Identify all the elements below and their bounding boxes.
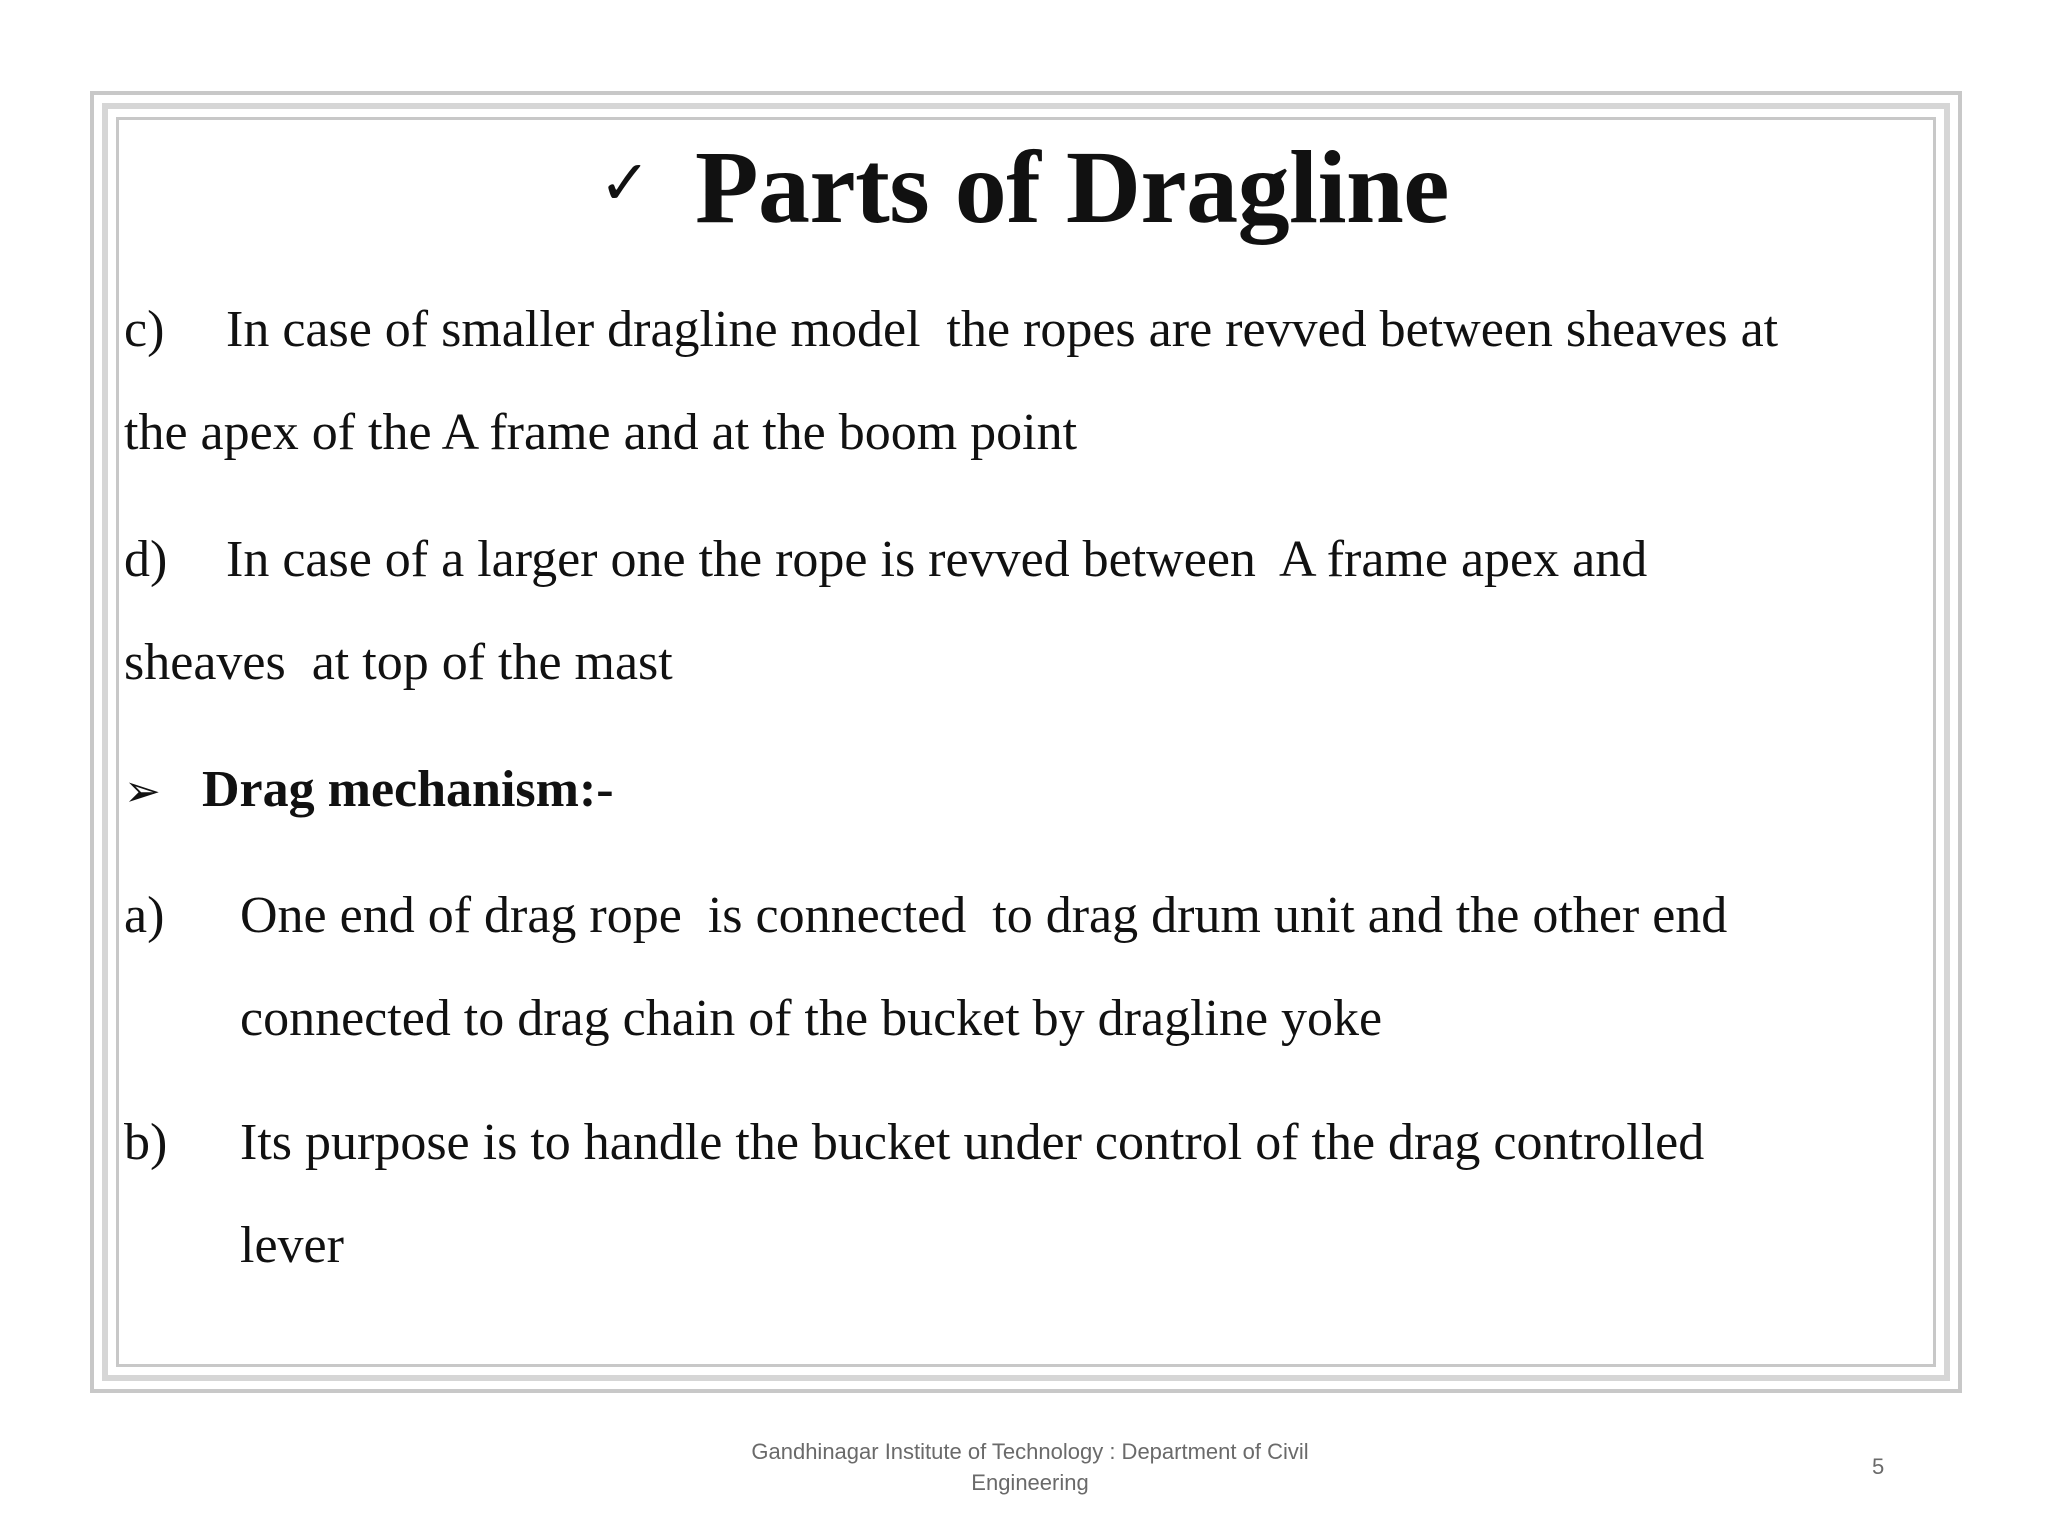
paragraph-text-line1: In case of smaller dragline model the ropes are revved between sheaves at (226, 301, 1779, 358)
arrow-bullet-icon: ➢ (124, 766, 161, 817)
list-item-b (124, 1091, 1954, 1297)
slide-body (124, 278, 1954, 1318)
paragraph-text-line1: In case of a larger one the rope is revved between A frame apex and (226, 531, 1648, 588)
list-item-label: a) (124, 887, 165, 944)
footer-line1: Gandhinagar Institute of Technology : Department of Civil (751, 1439, 1309, 1464)
paragraph-text-line2: sheaves at top of the mast (124, 634, 673, 691)
page-number: 5 (1872, 1454, 1885, 1479)
list-item-label: b) (124, 1114, 168, 1171)
paragraph-label: c) (124, 301, 165, 358)
paragraph-c (124, 278, 1954, 484)
list-item-text: One end of drag rope is connected to drag drum unit and the other end connected to drag chain of the bucket by dragline yoke (240, 887, 1728, 1047)
slide-title (0, 128, 2048, 247)
slide-footer (720, 1436, 1340, 1498)
paragraph-label: d) (124, 531, 168, 588)
list-item-a (124, 864, 1954, 1070)
footer-line2: Engineering (971, 1470, 1089, 1495)
slide-title-text: Parts of Dragline (694, 130, 1449, 245)
section-heading-text: Drag mechanism:- (202, 761, 614, 818)
list-item-text: Its purpose is to handle the bucket under control of the drag controlled lever (240, 1114, 1705, 1274)
paragraph-d (124, 508, 1954, 714)
paragraph-text-line2: the apex of the A frame and at the boom point (124, 404, 1078, 461)
section-heading (124, 738, 1954, 843)
checkmark-icon: ✓ (599, 146, 651, 219)
